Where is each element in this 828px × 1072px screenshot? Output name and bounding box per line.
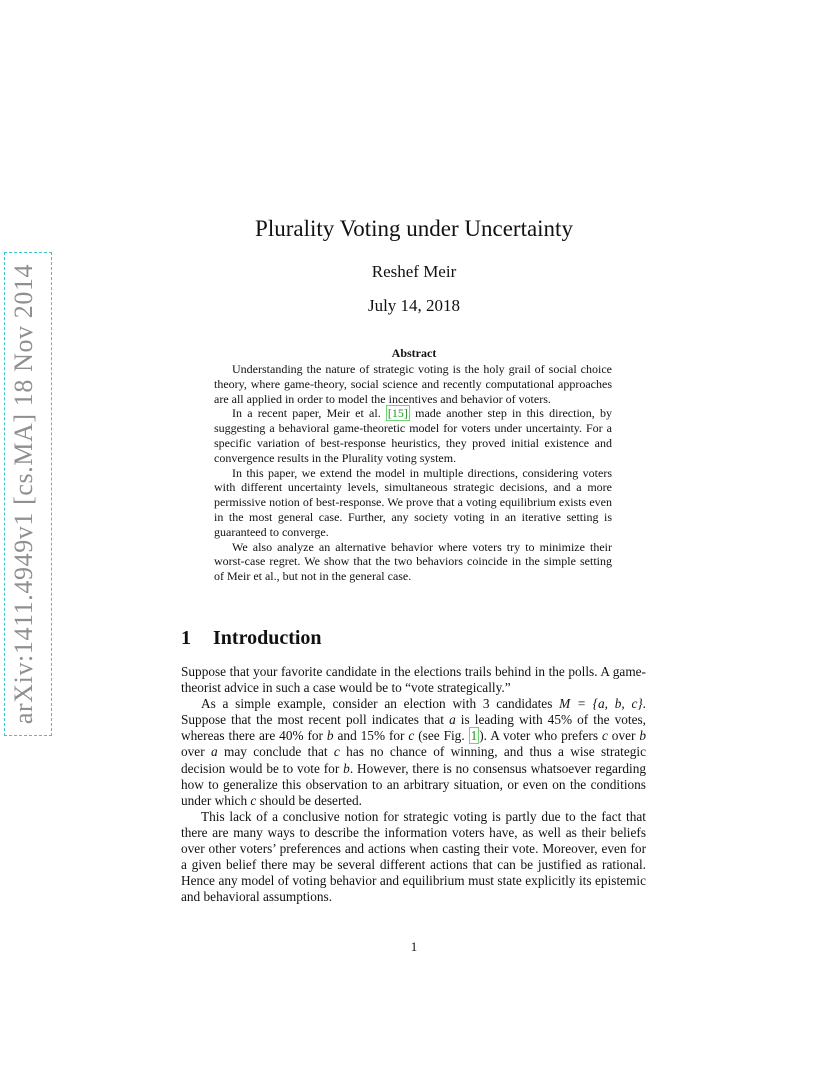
paper-author: Reshef Meir [371,262,457,281]
math-variable: c [250,792,257,808]
section-number: 1 [181,627,191,649]
abstract-heading: Abstract [391,346,437,360]
math-expression: M = {a, b, c} [559,696,643,712]
abstract-paragraph-3: In this paper, we extend the model in multiple directions, considering voters with different uncertainty levels, simultaneous strategic decisions, and a more permissive notion of best-response. We prove that a voting equilibrium exists even in the most general case. Further, any society voting in an iterative setting is guaranteed to converge. [214,465,612,539]
paper-date: July 14, 2018 [367,296,461,315]
intro-text: . Suppose that the most recent poll indicates that [181,696,646,728]
math-variable: c [333,744,340,760]
intro-text: should be deserted. [256,792,362,808]
abstract-body [214,362,612,584]
intro-text: . However, there is no consensus whatsoever regarding how to generalize this observation to an arbitrary situation, or even on the conditions under which [181,760,647,808]
intro-text: over [607,728,640,744]
math-variable: c [408,728,415,744]
paper-title: Plurality Voting under Uncertainty [255,216,573,241]
math-variable: b [343,760,350,776]
section-title: Introduction [213,627,322,649]
intro-paragraph-2 [181,696,646,809]
citation-link[interactable]: [15] [387,406,408,421]
intro-text: (see Fig. [414,728,469,744]
figure-reference-link[interactable]: 1 [470,728,478,744]
math-variable: b [326,728,334,744]
intro-text: over [181,744,211,760]
introduction-body [181,664,646,905]
abstract-paragraph-1: Understanding the nature of strategic voting is the holy grail of social choice theory, where game-theory, social science and recently computational approaches are all applied in order to model the incentives and behavior of voters. [214,362,612,406]
abstract-text: made another step in this direction, by suggesting a behavioral game-theoretic model for voters under uncertainty. For a specific variation of best-response heuristics, they proved initial existence and convergence results in the Plurality voting system. [214,406,612,465]
math-variable: b [639,728,647,744]
arxiv-identifier: arXiv:1411.4949v1 [cs.MA] 18 Nov 2014 [9,263,38,725]
intro-paragraph-3: This lack of a conclusive notion for strategic voting is partly due to the fact that there are many ways to describe the information voters have, as well as their beliefs over other voters’ preferences and actions when casting their vote. Moreover, even for a given belief there may be several different actions that can be justified as rational. Hence any model of voting behavior and equilibrium must state explicitly its epistemic and behavioral assumptions. [181,808,646,905]
abstract-text: In a recent paper, Meir et al. [232,406,386,421]
section-heading [181,627,322,650]
abstract-paragraph-2 [214,406,612,465]
intro-paragraph-1: Suppose that your favorite candidate in the elections trails behind in the polls. A game-theorist advice in such a case would be to “vote strategically.” [181,664,646,696]
math-variable: c [601,728,608,744]
intro-text: is leading with 45% of the votes, whereas there are 40% for [181,712,646,744]
intro-text: As a simple example, consider an election with 3 candidates [201,696,560,712]
intro-text: and 15% for [333,728,409,744]
intro-text: may conclude that [217,744,334,760]
intro-text: ). A voter who prefers [479,728,602,744]
math-variable: a [449,712,456,728]
intro-text: has no chance of winning, and thus a wise strategic decision would be to vote for [181,744,647,776]
math-variable: a [211,744,218,760]
page-number: 1 [410,939,418,954]
abstract-paragraph-4: We also analyze an alternative behavior where voters try to minimize their worst-case regret. We show that the two behaviors coincide in the simple setting of Meir et al., but not in the general case. [214,539,612,584]
